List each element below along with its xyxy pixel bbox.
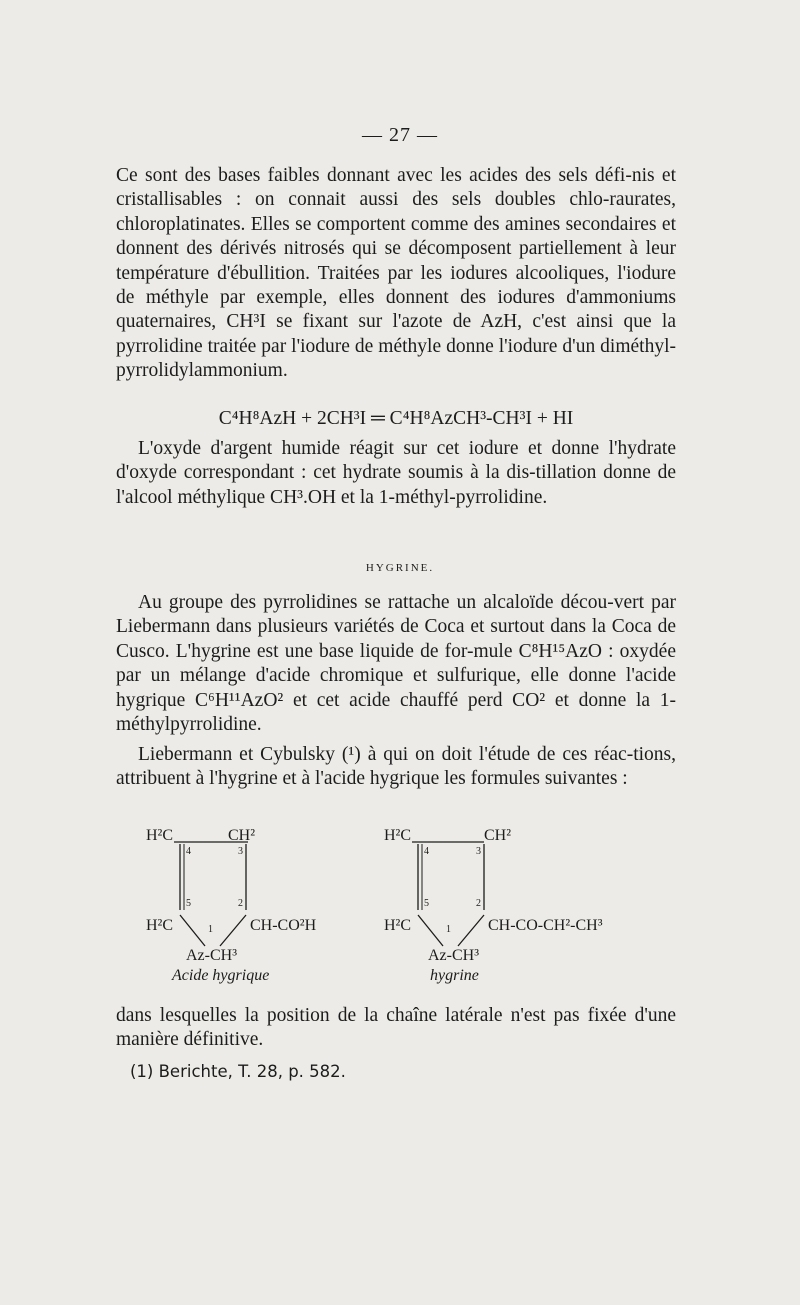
left-top-left-group: H²C	[146, 827, 174, 844]
left-position-3: 3	[238, 846, 243, 857]
paragraph-3	[116, 591, 676, 737]
page-number: — 27 —	[362, 124, 438, 146]
left-position-1: 1	[208, 924, 213, 935]
paragraph-2	[116, 437, 676, 510]
left-position-5: 5	[186, 898, 191, 909]
left-lower-left-bond	[180, 915, 205, 946]
left-caption: Acide hygrique	[172, 967, 270, 984]
paragraph-5	[116, 1004, 676, 1053]
right-top-left-group: H²C	[384, 827, 412, 844]
left-bottom-left-group: H²C	[146, 917, 174, 934]
left-nitrogen-group: Az-CH³	[186, 947, 238, 964]
left-top-right-group: CH²	[228, 827, 256, 844]
structural-formulas	[0, 820, 800, 1000]
formula-acide-hygrique	[146, 827, 317, 984]
right-position-5: 5	[424, 898, 429, 909]
paragraph-1-text: Ce sont des bases faibles donnant avec les acides des sels défi-nis et cristallisables : on connait aussi des sels doubles chlo-raurates, chloroplatinates. Elles se comportent comme des amines secondaires et donnent des dérivés nitrosés qui se décomposent partiellement à leur température d'ébullition. Traitées par les iodures alcooliques, l'iodure de méthyle par exemple, elles donnent des iodures d'ammoniums quaternaires, CH³I se fixant sur l'azote de AzH, c'est ainsi que la pyrrolidine traitée par l'iodure de méthyle donne l'iodure d'un diméthyl-pyrrolidylammonium.	[116, 165, 676, 382]
left-position-2: 2	[238, 898, 243, 909]
left-position-4: 4	[186, 846, 191, 857]
right-lower-left-bond	[418, 915, 443, 946]
left-bottom-right-group: CH-CO²H	[250, 917, 317, 934]
formula-hygrine	[384, 827, 603, 984]
paragraph-1	[116, 164, 676, 384]
right-bottom-right-group: CH-CO-CH²-CH³	[488, 917, 603, 934]
paragraph-5-text: dans lesquelles la position de la chaîne latérale n'est pas fixée d'une manière définitive.	[116, 1005, 676, 1051]
left-lower-right-bond	[220, 915, 246, 946]
paragraph-4	[116, 743, 676, 792]
paragraph-3-text: Au groupe des pyrrolidines se rattache un alcaloïde décou-vert par Liebermann dans plusieurs variétés de Coca et surtout dans la Coca de Cusco. L'hygrine est une base liquide de for-mule C⁸H¹⁵AzO : oxydée par un mélange d'acide chromique et sulfurique, elle donne l'acide hygrique C⁶H¹¹AzO² et cet acide chauffé perd CO² et donne la 1-méthylpyrrolidine.	[116, 592, 676, 736]
right-position-3: 3	[476, 846, 481, 857]
right-position-1: 1	[446, 924, 451, 935]
section-heading: HYGRINE.	[365, 562, 435, 574]
paragraph-4-text: Liebermann et Cybulsky (¹) à qui on doit l'étude de ces réac-tions, attribuent à l'hygrine et à l'acide hygrique les formules suivantes :	[116, 744, 676, 790]
footnote: (1) Berichte, T. 28, p. 582.	[130, 1062, 346, 1081]
right-position-2: 2	[476, 898, 481, 909]
right-nitrogen-group: Az-CH³	[428, 947, 480, 964]
right-top-right-group: CH²	[484, 827, 512, 844]
right-bottom-left-group: H²C	[384, 917, 412, 934]
chemical-equation: C⁴H⁸AzH + 2CH³I ═ C⁴H⁸AzCH³-CH³I + HI	[218, 408, 574, 429]
right-caption: hygrine	[430, 967, 479, 984]
right-lower-right-bond	[458, 915, 484, 946]
right-position-4: 4	[424, 846, 429, 857]
paragraph-2-text: L'oxyde d'argent humide réagit sur cet iodure et donne l'hydrate d'oxyde correspondant : cet hydrate soumis à la dis-tillation donne de l'alcool méthylique CH³.OH et la 1-méthyl-pyrrolidine.	[116, 438, 676, 508]
